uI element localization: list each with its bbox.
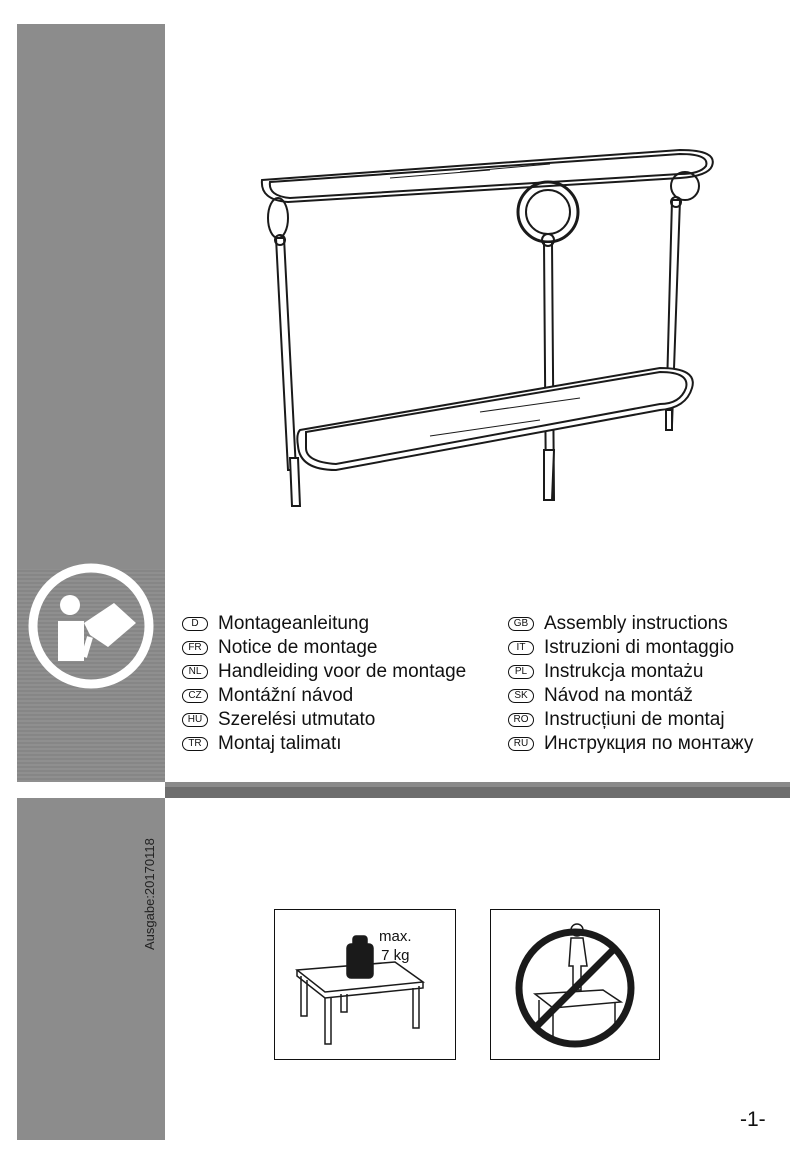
language-item: [182, 708, 466, 732]
language-code-badge: IT: [508, 641, 534, 655]
language-label: Instrucțiuni de montaj: [544, 709, 725, 730]
language-label: Assembly instructions: [544, 613, 728, 634]
language-item: [508, 636, 753, 660]
weight-max: max.: [379, 928, 412, 945]
weight-icon: [275, 910, 455, 1059]
weight-value: 7 kg: [381, 947, 410, 964]
language-item: [508, 732, 753, 756]
language-code-badge: TR: [182, 737, 208, 751]
language-item: [182, 612, 466, 636]
edition-wrapper: [142, 838, 158, 1090]
language-label: Handleiding voor de montage: [218, 661, 467, 682]
language-code-badge: SK: [508, 689, 534, 703]
language-label: Návod na montáž: [544, 685, 693, 706]
language-item: [508, 708, 753, 732]
edition-text: Ausgabe:20170118: [142, 838, 157, 950]
divider-gap: [17, 782, 165, 798]
language-code-badge: CZ: [182, 689, 208, 703]
language-code-badge: HU: [182, 713, 208, 727]
info-reading-icon: [26, 561, 156, 691]
language-item: [508, 660, 753, 684]
language-item: [508, 684, 753, 708]
weight-limit-label: [379, 927, 412, 965]
page-number: -1-: [740, 1108, 766, 1131]
divider-band-dark: [165, 787, 790, 798]
language-label: Инструкция по монтажу: [544, 733, 754, 754]
no-standing-box: [490, 909, 660, 1060]
language-item: [182, 732, 466, 756]
language-item: [182, 636, 466, 660]
no-standing-icon: [491, 910, 659, 1059]
language-code-badge: RO: [508, 713, 534, 727]
language-item: [182, 660, 466, 684]
language-list-left: [182, 612, 466, 756]
language-item: [508, 612, 753, 636]
language-label: Instrukcja montażu: [544, 661, 704, 682]
language-code-badge: NL: [182, 665, 208, 679]
language-item: [182, 684, 466, 708]
language-code-badge: FR: [182, 641, 208, 655]
language-list-right: [508, 612, 753, 756]
language-label: Istruzioni di montaggio: [544, 637, 735, 658]
language-code-badge: GB: [508, 617, 534, 631]
console-table-illustration: [240, 140, 740, 520]
language-label: Montageanleitung: [218, 613, 370, 634]
language-code-badge: PL: [508, 665, 534, 679]
language-label: Szerelési utmutato: [218, 709, 376, 730]
language-code-badge: RU: [508, 737, 534, 751]
language-label: Notice de montage: [218, 637, 378, 658]
language-code-badge: D: [182, 617, 208, 631]
language-label: Montážní návod: [218, 685, 354, 706]
weight-limit-box: [274, 909, 456, 1060]
language-label: Montaj talimatı: [218, 733, 342, 754]
